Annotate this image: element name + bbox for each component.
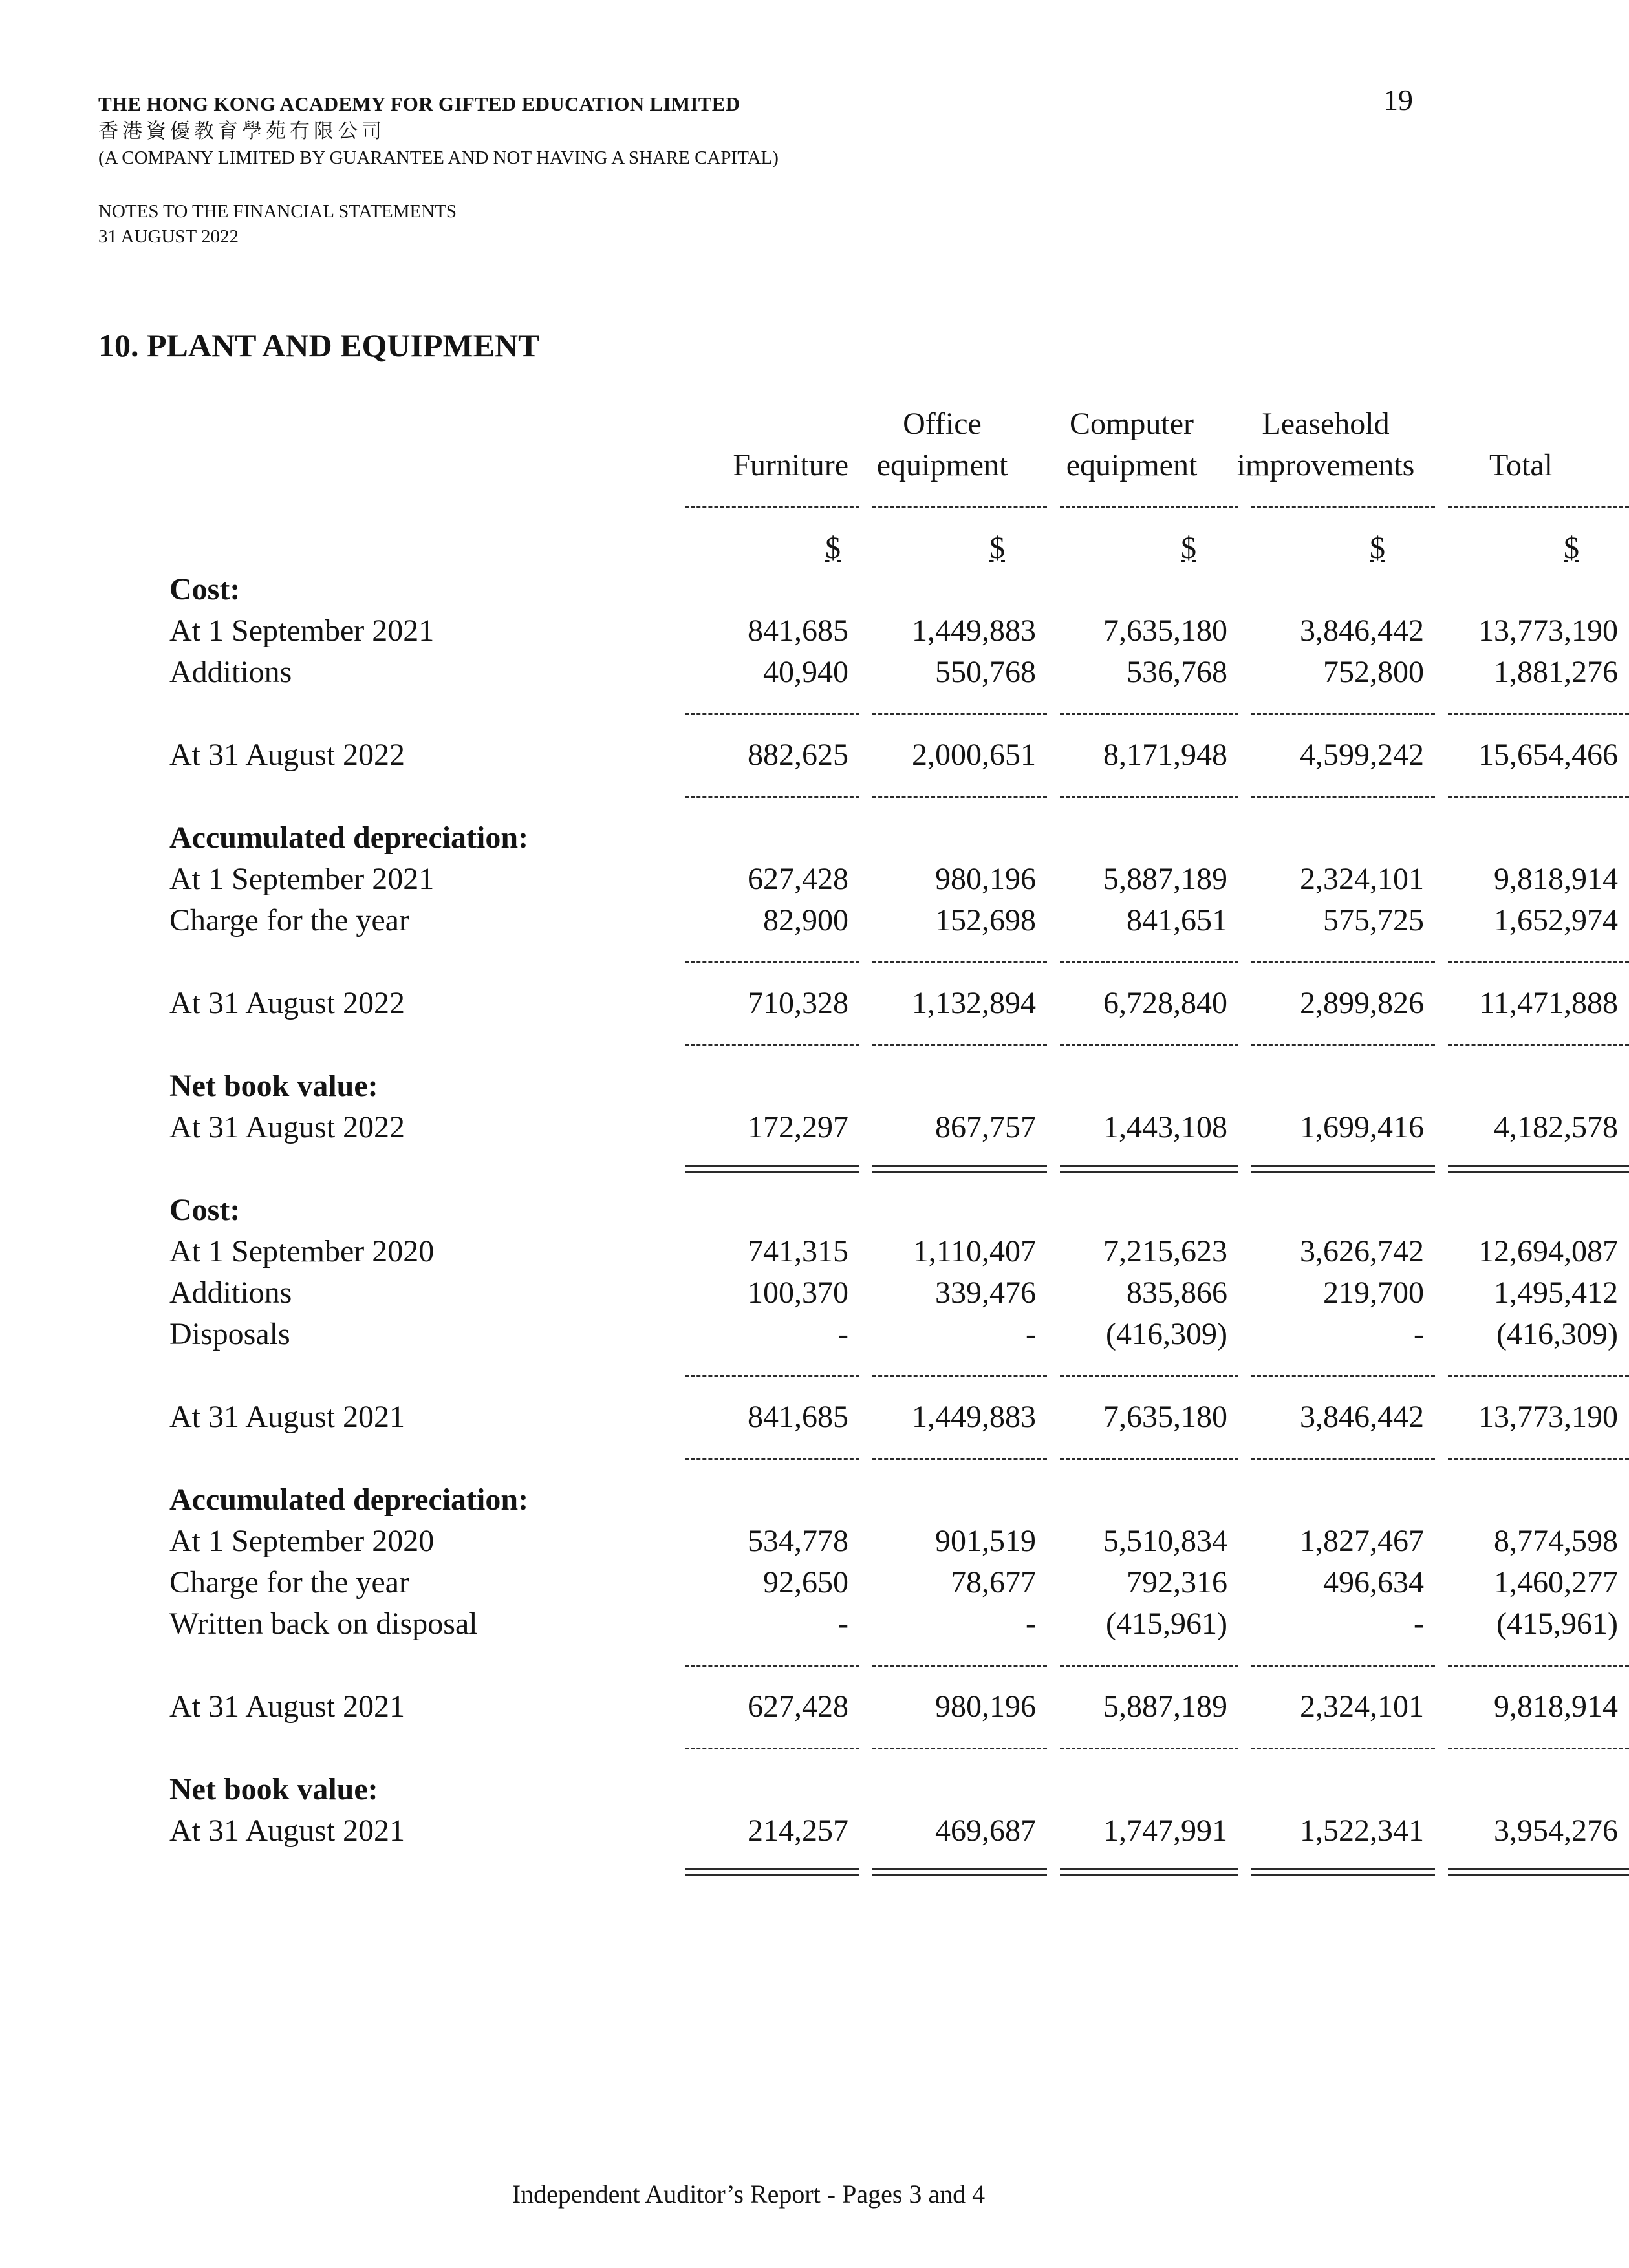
row-label: Disposals [169,1317,290,1351]
value-cell: 3,846,442 [1300,614,1424,648]
value-cell: 8,774,598 [1494,1524,1618,1558]
value-cell: 7,635,180 [1103,1400,1227,1434]
table-row [169,1396,1618,1438]
value-cell: - [838,1607,848,1641]
value-cell: 3,954,276 [1494,1813,1618,1848]
value-cell: 8,171,948 [1103,738,1227,772]
value-cell: 1,460,277 [1494,1565,1618,1599]
value-cell: 2,324,101 [1300,862,1424,896]
currency-symbol: $ [989,531,1005,565]
value-cell: 82,900 [763,903,848,937]
notes-title: NOTES TO THE FINANCIAL STATEMENTS [98,201,457,222]
divider [169,941,1456,983]
value-cell: 534,778 [748,1524,848,1558]
value-cell: 882,625 [748,738,848,772]
value-cell: 1,132,894 [912,986,1036,1020]
company-chinese-name: 香港資優教育學苑有限公司 [98,120,385,143]
table-row [169,983,1618,1024]
value-cell: 752,800 [1323,655,1424,689]
value-cell: 835,866 [1127,1276,1227,1310]
value-cell: - [1026,1317,1036,1351]
value-cell: 536,768 [1127,655,1227,689]
value-cell: 9,818,914 [1494,1689,1618,1724]
currency-symbol: $ [825,531,841,565]
section-heading [169,1479,1456,1521]
value-cell: 710,328 [748,986,848,1020]
currency-symbol: $ [1181,531,1196,565]
value-cell: 550,768 [935,655,1036,689]
col-header-total: Total [1489,448,1553,482]
column-headers [169,402,1553,486]
value-cell: 3,846,442 [1300,1400,1424,1434]
value-cell: - [838,1317,848,1351]
table-row [169,1562,1618,1603]
statement-date: 31 AUGUST 2022 [98,226,239,247]
row-label: Charge for the year [169,903,409,937]
table-row [169,1272,1618,1314]
value-cell: 1,495,412 [1494,1276,1618,1310]
value-cell: 214,257 [748,1813,848,1848]
section-heading [169,1190,1456,1231]
document-header [98,91,1392,250]
row-label: Additions [169,1276,292,1310]
col-header-office-equipment: Office equipment [876,407,1008,482]
value-cell: 1,652,974 [1494,903,1618,937]
table-row [169,900,1618,941]
row-label: At 31 August 2022 [169,986,405,1020]
row-label: At 1 September 2021 [169,614,435,648]
value-cell: 1,443,108 [1103,1110,1227,1144]
table-row [169,1810,1618,1852]
value-cell: 2,899,826 [1300,986,1424,1020]
row-label: At 1 September 2020 [169,1234,435,1268]
value-cell: 6,728,840 [1103,986,1227,1020]
table-row [169,652,1618,693]
value-cell: 901,519 [935,1524,1036,1558]
value-cell: 627,428 [748,862,848,896]
double-divider [169,1148,1456,1190]
table-row [169,1521,1618,1562]
value-cell: 13,773,190 [1478,1400,1618,1434]
value-cell: 11,471,888 [1479,986,1618,1020]
row-label: Written back on disposal [169,1607,478,1641]
section-heading [169,817,1456,859]
value-cell: 40,940 [763,655,848,689]
value-cell: 12,694,087 [1478,1234,1618,1268]
value-cell: 4,599,242 [1300,738,1424,772]
row-label: At 31 August 2021 [169,1813,405,1848]
table-row [169,734,1618,776]
value-cell: 339,476 [935,1276,1036,1310]
value-cell: 575,725 [1323,903,1424,937]
value-cell: 1,449,883 [912,614,1036,648]
value-cell: 78,677 [951,1565,1036,1599]
value-cell: 219,700 [1323,1276,1424,1310]
row-label: At 1 September 2021 [169,862,435,896]
section-heading [169,569,1456,610]
value-cell: 172,297 [748,1110,848,1144]
value-cell: 841,685 [748,614,848,648]
row-label: Additions [169,655,292,689]
value-cell: 980,196 [935,862,1036,896]
value-cell: 100,370 [748,1276,848,1310]
value-cell: 7,635,180 [1103,614,1227,648]
plant-equipment-table [169,402,1618,1893]
divider [169,1645,1456,1686]
value-cell: (415,961) [1106,1607,1227,1641]
value-cell: 627,428 [748,1689,848,1724]
value-cell: - [1026,1607,1036,1641]
table-row [169,1107,1618,1148]
value-cell: 2,000,651 [912,738,1036,772]
page-number: 19 [1383,83,1413,116]
value-cell: - [1414,1607,1424,1641]
value-cell: 792,316 [1127,1565,1227,1599]
company-type: (A COMPANY LIMITED BY GUARANTEE AND NOT HAVING A SHARE CAPITAL) [98,147,779,168]
value-cell: 5,887,189 [1103,1689,1227,1724]
divider [169,693,1456,734]
table-row [169,1231,1618,1272]
divider [169,1024,1456,1065]
row-label: Charge for the year [169,1565,409,1599]
value-cell: 9,818,914 [1494,862,1618,896]
section-heading-label: Cost: [169,572,241,606]
divider [169,776,1456,817]
value-cell: 152,698 [935,903,1036,937]
table-row [169,1603,1618,1645]
value-cell: 4,182,578 [1494,1110,1618,1144]
value-cell: 5,887,189 [1103,862,1227,896]
value-cell: 496,634 [1323,1565,1424,1599]
value-cell: 841,685 [748,1400,848,1434]
divider [169,1728,1456,1769]
row-label: At 1 September 2020 [169,1524,435,1558]
section-heading-label: Accumulated depreciation: [169,820,529,855]
value-cell: - [1414,1317,1424,1351]
row-label: At 31 August 2021 [169,1689,405,1724]
table-row [169,1686,1618,1728]
value-cell: 2,324,101 [1300,1689,1424,1724]
col-header-leasehold-improvements: Leasehold improvements [1236,407,1415,482]
currency-symbol: $ [1370,531,1385,565]
footer-note: Independent Auditor’s Report - Pages 3 and 4 [512,2179,986,2209]
table-row [169,859,1618,900]
divider [169,1355,1456,1396]
value-cell: (415,961) [1496,1607,1618,1641]
currency-symbol: $ [1564,531,1579,565]
value-cell: (416,309) [1106,1317,1227,1351]
value-cell: 741,315 [748,1234,848,1268]
company-name: THE HONG KONG ACADEMY FOR GIFTED EDUCATION LIMITED [98,92,740,115]
col-header-computer-equipment: Computer equipment [1066,407,1198,482]
table-row [169,610,1618,652]
value-cell: 867,757 [935,1110,1036,1144]
section-heading [169,1769,1456,1810]
value-cell: 1,747,991 [1103,1813,1227,1848]
row-label: At 31 August 2022 [169,1110,405,1144]
section-heading [169,1065,1456,1107]
value-cell: 1,449,883 [912,1400,1036,1434]
value-cell: 980,196 [935,1689,1036,1724]
section-heading-label: Net book value: [169,1772,378,1806]
value-cell: 1,827,467 [1300,1524,1424,1558]
section-heading-label: Accumulated depreciation: [169,1482,529,1517]
value-cell: 1,522,341 [1300,1813,1424,1848]
section-title: 10. PLANT AND EQUIPMENT [98,327,540,363]
table-row [169,1314,1618,1355]
double-divider [169,1852,1456,1893]
value-cell: 841,651 [1127,903,1227,937]
row-label: At 31 August 2022 [169,738,405,772]
value-cell: 1,699,416 [1300,1110,1424,1144]
section-heading-label: Cost: [169,1193,241,1227]
col-header-furniture: Furniture [733,448,848,482]
divider [169,486,1456,528]
value-cell: 1,881,276 [1494,655,1618,689]
divider [169,1438,1456,1479]
row-label: At 31 August 2021 [169,1400,405,1434]
section-heading-label: Net book value: [169,1069,378,1103]
currency-row [169,528,1579,569]
value-cell: 3,626,742 [1300,1234,1424,1268]
value-cell: (416,309) [1496,1317,1618,1351]
value-cell: 1,110,407 [912,1234,1036,1268]
value-cell: 92,650 [763,1565,848,1599]
value-cell: 7,215,623 [1103,1234,1227,1268]
value-cell: 469,687 [935,1813,1036,1848]
value-cell: 13,773,190 [1478,614,1618,648]
value-cell: 15,654,466 [1478,738,1618,772]
value-cell: 5,510,834 [1103,1524,1227,1558]
